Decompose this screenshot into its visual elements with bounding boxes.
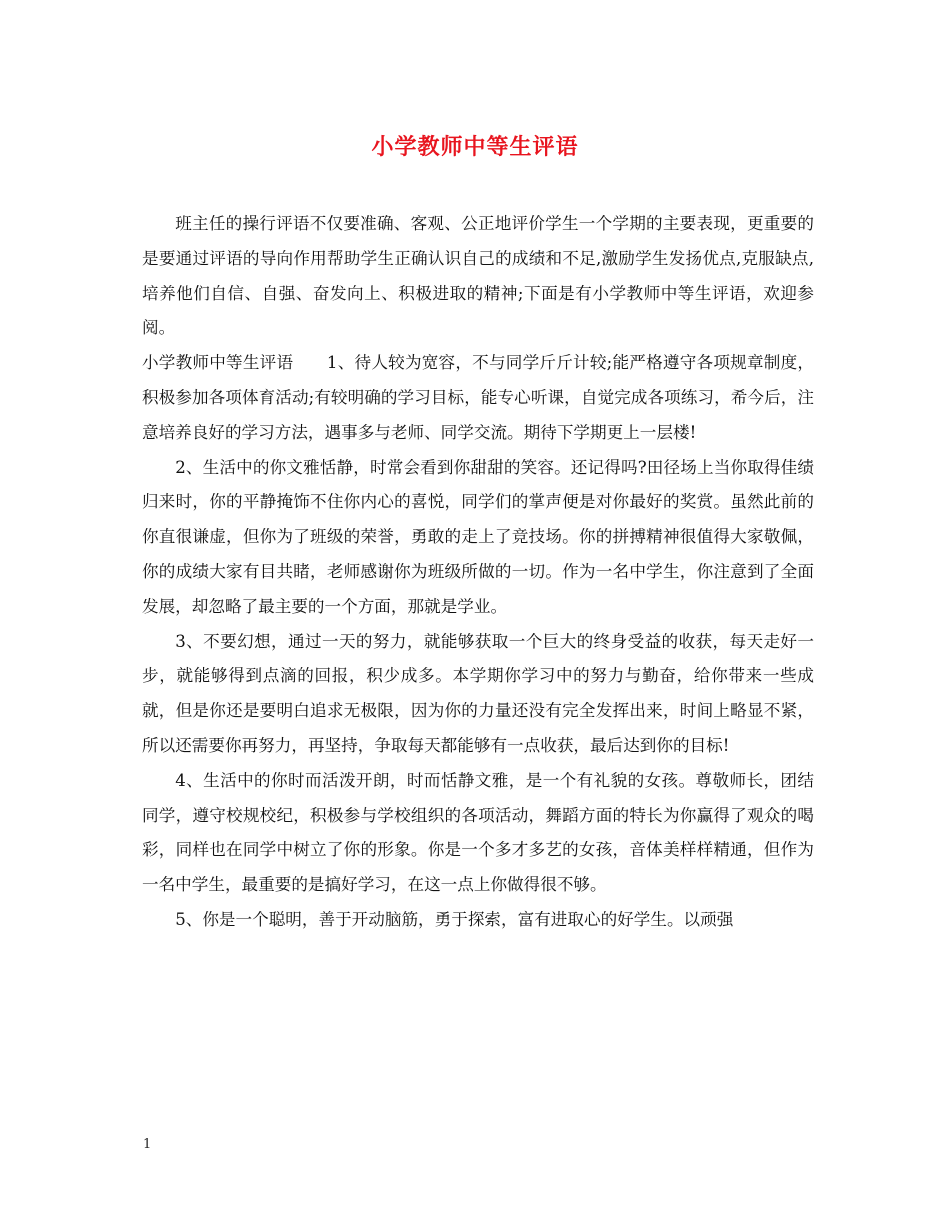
document-body [142, 207, 814, 938]
comment-paragraph-4: 4、生活中的你时而活泼开朗，时而恬静文雅，是一个有礼貌的女孩。尊敬师长，团结同学，遵守校规校纪，积极参与学校组织的各项活动，舞蹈方面的特长为你赢得了观众的喝彩，同样也在同学中树立了你的形象。你是一个多才多艺的女孩，音体美样样精通，但作为一名中学生，最重要的是搞好学习，在这一点上你做得很不够。 [142, 770, 814, 895]
comment-paragraph-3: 3、不要幻想，通过一天的努力，就能够获取一个巨大的终身受益的收获，每天走好一步，就能够得到点滴的回报，积少成多。本学期你学习中的努力与勤奋，给你带来一些成就，但是你还是要明白追求无极限，因为你的力量还没有完全发挥出来，时间上略显不紧，所以还需要你再努力，再坚持，争取每天都能够有一点收获，最后达到你的目标! [142, 631, 814, 755]
document-title: 小学教师中等生评语 [371, 134, 579, 160]
page-number: 1 [143, 1137, 152, 1152]
comment-paragraph-5: 5、你是一个聪明，善于开动脑筋，勇于探索，富有进取心的好学生。以顽强 [175, 909, 734, 929]
comment-paragraph-1: 小学教师中等生评语 1、待人较为宽容，不与同学斤斤计较;能严格遵守各项规章制度，积极参加各项体育活动;有较明确的学习目标，能专心听课，自觉完成各项练习，希今后，注意培养良好的学习方法，遇事多与老师、同学交流。期待下学期更上一层楼! [142, 353, 814, 442]
comment-paragraph-2: 2、生活中的你文雅恬静，时常会看到你甜甜的笑容。还记得吗?田径场上当你取得佳绩归来时，你的平静掩饰不住你内心的喜悦，同学们的掌声便是对你最好的奖赏。虽然此前的你直很谦虚，但你为了班级的荣誉，勇敢的走上了竞技场。你的拼搏精神很值得大家敬佩，你的成绩大家有目共睹，老师感谢你为班级所做的一切。作为一名中学生，你注意到了全面发展，却忽略了最主要的一个方面，那就是学业。 [142, 457, 814, 616]
intro-paragraph: 班主任的操行评语不仅要准确、客观、公正地评价学生一个学期的主要表现，更重要的是要通过评语的导向作用帮助学生正确认识自己的成绩和不足,激励学生发扬优点,克服缺点,培养他们自信、自强、奋发向上、积极进取的精神;下面是有小学教师中等生评语，欢迎参阅。 [142, 214, 814, 338]
